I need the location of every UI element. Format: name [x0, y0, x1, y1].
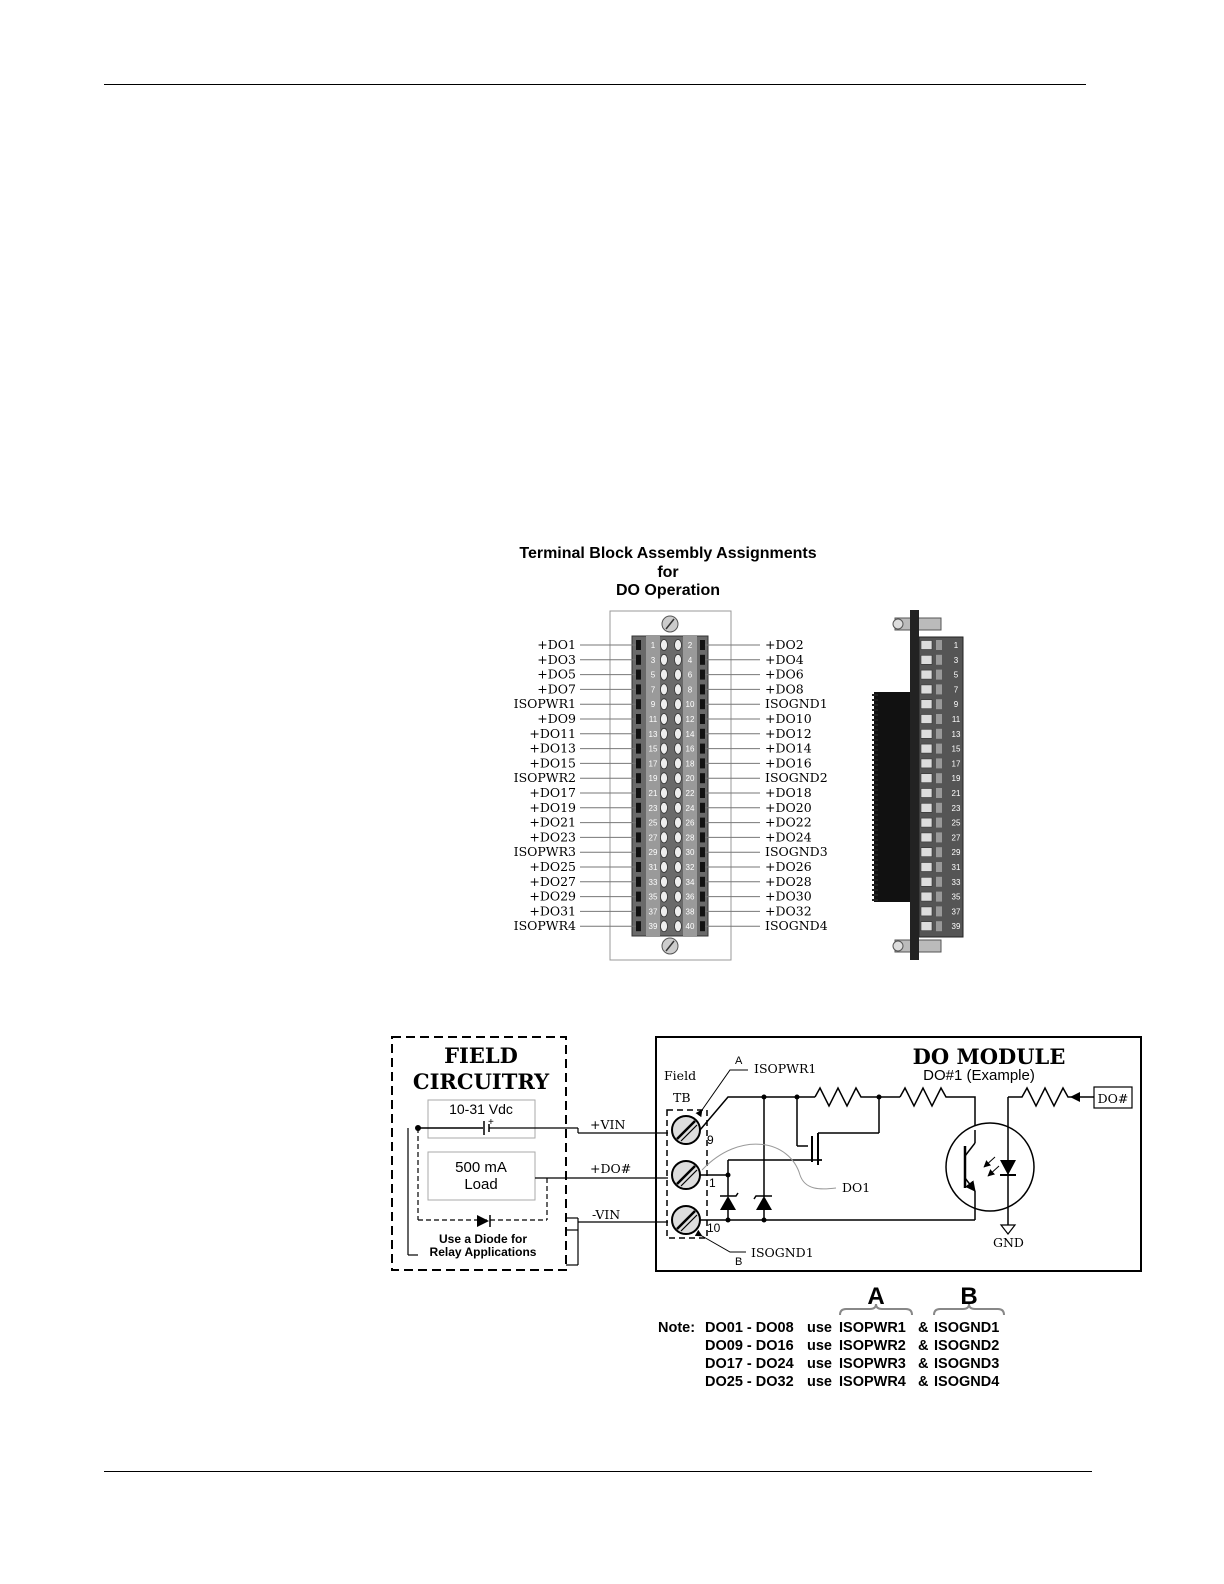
right-terminal-slot: [700, 847, 705, 857]
side-terminal-number: 25: [951, 818, 961, 828]
right-terminal-number: 18: [685, 759, 695, 769]
terminal-screw: [661, 773, 668, 784]
right-terminal-slot: [700, 684, 705, 694]
note-col-b: B: [960, 1283, 978, 1310]
side-terminal-number: 39: [951, 922, 961, 932]
terminal-screw: [675, 773, 682, 784]
side-terminal-slot: [921, 759, 932, 768]
right-terminal-number: 26: [685, 818, 695, 828]
right-terminal-label: ISOGND3: [765, 844, 828, 860]
note-use: use: [807, 1356, 832, 1372]
note-row: [705, 1356, 999, 1372]
field-circuitry: [392, 1037, 668, 1270]
side-terminal-slot: [921, 729, 932, 738]
terminal-screw: [675, 921, 682, 932]
terminal-screw-10: [672, 1206, 700, 1234]
note-row: [705, 1338, 999, 1354]
terminal-screw: [661, 654, 668, 665]
do1-label: DO1: [842, 1180, 871, 1195]
note-prefix: Note:: [658, 1320, 696, 1336]
terminal-screw: [675, 684, 682, 695]
note-amp: &: [918, 1320, 929, 1336]
right-terminal-number: 4: [687, 655, 693, 665]
left-terminal-slot: [636, 655, 641, 665]
terminal-screw: [675, 728, 682, 739]
side-terminal-slot: [921, 715, 932, 724]
vin-minus-label: -VIN: [592, 1207, 621, 1222]
right-terminal-number: 30: [685, 848, 695, 858]
isopwr1-label: ISOPWR1: [754, 1061, 817, 1076]
left-terminal-number: 15: [648, 744, 658, 754]
left-terminal-slot: [636, 862, 641, 872]
note-isognd: ISOGND4: [934, 1374, 1000, 1390]
right-terminal-number: 12: [685, 715, 695, 724]
left-terminal-label: ISOPWR1: [513, 696, 576, 712]
terminal-screw: [675, 758, 682, 769]
left-terminal-label: +DO17: [529, 785, 576, 800]
right-terminal-number: 22: [685, 789, 695, 798]
module-title: DO MODULE: [912, 1044, 1066, 1069]
left-terminal-number: 29: [648, 848, 658, 858]
note-isopwr: ISOPWR2: [839, 1338, 906, 1354]
left-terminal-number: 3: [650, 655, 656, 665]
left-terminal-label: ISOPWR4: [513, 918, 576, 934]
right-terminal-label: +DO26: [765, 859, 812, 874]
right-terminal-number: 28: [685, 833, 695, 843]
gnd-label: GND: [993, 1235, 1024, 1250]
terminal-screw: [675, 832, 682, 843]
side-terminal-tab: [936, 758, 942, 768]
side-terminal-slot: [921, 877, 932, 886]
side-terminal-tab: [936, 921, 942, 931]
side-terminal-tab: [936, 788, 942, 798]
left-terminal-number: 5: [650, 670, 656, 680]
side-terminal-slot: [921, 833, 932, 842]
left-terminal-number: 35: [648, 892, 658, 902]
diode-note-2: Relay Applications: [429, 1245, 537, 1259]
note-amp: &: [918, 1338, 929, 1354]
left-terminal-slot: [636, 684, 641, 694]
left-terminal-slot: [636, 877, 641, 887]
do-hash-label: +DO#: [590, 1161, 632, 1176]
side-terminal-number: 9: [953, 700, 959, 710]
right-terminal-number: 32: [685, 863, 695, 872]
side-terminal-tab: [936, 818, 942, 828]
right-terminal-label: +DO8: [765, 681, 804, 697]
right-terminal-label: +DO20: [765, 799, 812, 815]
side-terminal-slot: [921, 685, 932, 694]
terminal-9-label: 9: [707, 1133, 714, 1147]
left-terminal-label: +DO21: [529, 814, 576, 830]
left-terminal-label: ISOPWR2: [513, 770, 576, 786]
note-isopwr: ISOPWR1: [839, 1320, 906, 1336]
left-terminal-label: +DO11: [529, 725, 576, 741]
right-terminal-slot: [700, 832, 705, 842]
side-terminal-number: 27: [951, 833, 961, 843]
right-terminal-label: +DO12: [765, 725, 812, 741]
right-terminal-number: 34: [685, 877, 695, 887]
side-terminal-number: 3: [953, 655, 959, 665]
left-terminal-label: +DO13: [529, 740, 576, 756]
supply-voltage: 10-31 Vdc: [449, 1101, 513, 1117]
right-terminal-slot: [700, 729, 705, 739]
side-terminal-number: 11: [951, 715, 961, 724]
side-terminal-slot: [921, 848, 932, 857]
right-terminal-slot: [700, 862, 705, 872]
side-terminal-tab: [936, 729, 942, 739]
side-terminal-number: 17: [951, 759, 961, 769]
terminal-screw: [661, 669, 668, 680]
right-terminal-number: 14: [685, 729, 695, 739]
side-terminal-number: 21: [951, 789, 961, 798]
left-terminal-label: +DO15: [529, 755, 576, 771]
do-module: [656, 1037, 1141, 1271]
side-terminal-number: 1: [953, 641, 959, 650]
side-terminal-tab: [936, 699, 942, 709]
terminal-screw: [661, 802, 668, 813]
terminal-screw: [661, 743, 668, 754]
optocoupler: [946, 1097, 1034, 1220]
right-terminal-number: 6: [687, 670, 693, 680]
note-block: [658, 1283, 1004, 1390]
right-terminal-number: 2: [687, 641, 693, 650]
side-terminal-number: 29: [951, 848, 961, 858]
side-terminal-slot: [921, 922, 932, 931]
side-terminal-tab: [936, 655, 942, 665]
right-terminal-slot: [700, 699, 705, 709]
note-range: DO17 - DO24: [705, 1356, 794, 1372]
load-label-2: Load: [464, 1176, 498, 1193]
right-terminal-number: 10: [685, 700, 695, 710]
side-terminal-slot: [921, 892, 932, 901]
load-label-1: 500 mA: [455, 1159, 507, 1176]
right-terminal-label: +DO14: [765, 740, 812, 756]
terminal-screw: [675, 802, 682, 813]
left-terminal-slot: [636, 758, 641, 768]
side-terminal-tab: [936, 877, 942, 887]
terminal-screw-1: [672, 1161, 700, 1189]
right-terminal-slot: [700, 758, 705, 768]
side-terminal-tab: [936, 744, 942, 754]
marker-a: A: [735, 1055, 743, 1067]
left-terminal-number: 27: [648, 833, 658, 843]
left-terminal-slot: [636, 832, 641, 842]
left-terminal-label: +DO7: [537, 681, 576, 697]
terminal-screw: [675, 699, 682, 710]
right-terminal-label: +DO4: [765, 651, 804, 667]
terminal-screw: [661, 847, 668, 858]
side-terminal-tab: [936, 847, 942, 857]
note-col-a: A: [867, 1283, 885, 1310]
side-terminal-number: 23: [951, 803, 961, 813]
terminal-screw: [661, 788, 668, 799]
right-terminal-slot: [700, 670, 705, 680]
terminal-screw: [661, 906, 668, 917]
side-terminal-slot: [921, 641, 932, 650]
left-terminal-slot: [636, 921, 641, 931]
note-range: DO01 - DO08: [705, 1320, 794, 1336]
right-terminal-label: ISOGND2: [765, 770, 828, 786]
right-terminal-number: 36: [685, 892, 695, 902]
terminal-screw: [675, 862, 682, 873]
left-terminal-number: 21: [648, 789, 658, 798]
terminal-10-label: 10: [707, 1221, 721, 1235]
left-terminal-slot: [636, 788, 641, 798]
do-hash-box: DO#: [1097, 1091, 1129, 1106]
terminal-screw: [675, 906, 682, 917]
side-terminal-tab: [936, 773, 942, 783]
terminal-1-label: 1: [709, 1176, 716, 1190]
right-terminal-number: 16: [685, 744, 695, 754]
figure-subtitle: DO Operation: [615, 582, 721, 599]
right-terminal-label: +DO16: [765, 755, 812, 771]
terminal-screw: [675, 669, 682, 680]
field-title-2: CIRCUITRY: [412, 1069, 550, 1094]
note-amp: &: [918, 1356, 929, 1372]
figure-title-for: for: [657, 564, 679, 581]
side-terminal-number: 5: [953, 670, 959, 680]
right-terminal-slot: [700, 921, 705, 931]
right-terminal-label: ISOGND1: [765, 696, 828, 712]
terminal-screw: [661, 728, 668, 739]
left-terminal-slot: [636, 906, 641, 916]
note-isognd: ISOGND3: [934, 1356, 1000, 1372]
terminal-screw: [661, 758, 668, 769]
left-terminal-number: 9: [650, 700, 656, 710]
terminal-screw: [661, 640, 668, 651]
isognd1-label: ISOGND1: [751, 1245, 814, 1260]
left-terminal-slot: [636, 773, 641, 783]
note-isopwr: ISOPWR4: [839, 1374, 906, 1390]
left-terminal-number: 19: [648, 774, 658, 784]
left-terminal-label: +DO5: [537, 666, 576, 682]
right-terminal-label: +DO28: [765, 873, 812, 889]
left-terminal-label: +DO31: [529, 903, 576, 919]
left-terminal-label: +DO1: [537, 637, 576, 652]
terminal-screw: [661, 891, 668, 902]
right-terminal-slot: [700, 892, 705, 902]
left-terminal-slot: [636, 670, 641, 680]
left-terminal-label: ISOPWR3: [513, 844, 576, 860]
right-terminal-number: 24: [685, 803, 695, 813]
right-terminal-number: 20: [685, 774, 695, 784]
left-terminal-slot: [636, 818, 641, 828]
left-terminal-slot: [636, 640, 641, 650]
right-terminal-slot: [700, 803, 705, 813]
side-terminal-tab: [936, 714, 942, 724]
marker-b: B: [735, 1256, 743, 1268]
side-terminal-number: 19: [951, 774, 961, 784]
vin-plus-label: +VIN: [590, 1117, 626, 1132]
side-terminal-slot: [921, 700, 932, 709]
left-terminal-number: 31: [648, 863, 658, 872]
right-terminal-slot: [700, 640, 705, 650]
left-terminal-slot: [636, 847, 641, 857]
terminal-screw: [675, 714, 682, 725]
terminal-screw: [675, 640, 682, 651]
side-terminal-slot: [921, 744, 932, 753]
right-terminal-label: +DO18: [765, 785, 812, 800]
side-terminal-tab: [936, 892, 942, 902]
right-terminal-number: 8: [687, 685, 693, 695]
terminal-screw: [661, 817, 668, 828]
side-terminal-number: 13: [951, 729, 961, 739]
right-terminal-slot: [700, 906, 705, 916]
right-terminal-label: ISOGND4: [765, 918, 828, 934]
side-terminal-number: 33: [951, 877, 961, 887]
left-terminal-number: 39: [648, 922, 658, 932]
figure-title: Terminal Block Assembly Assignments: [519, 545, 817, 562]
left-terminal-number: 23: [648, 803, 658, 813]
side-terminal-number: 15: [951, 744, 961, 754]
right-terminal-slot: [700, 877, 705, 887]
note-isognd: ISOGND2: [934, 1338, 1000, 1354]
terminal-screw: [675, 654, 682, 665]
note-use: use: [807, 1320, 832, 1336]
left-terminal-slot: [636, 729, 641, 739]
right-terminal-slot: [700, 788, 705, 798]
right-terminal-slot: [700, 773, 705, 783]
note-use: use: [807, 1374, 832, 1390]
right-terminal-slot: [700, 714, 705, 724]
terminal-block-front: [610, 611, 731, 960]
terminal-block-side: [874, 610, 963, 960]
right-terminal-slot: [700, 744, 705, 754]
right-terminal-label: +DO24: [765, 829, 812, 845]
side-terminal-slot: [921, 818, 932, 827]
left-terminal-number: 37: [648, 907, 658, 917]
note-use: use: [807, 1338, 832, 1354]
side-terminal-tab: [936, 862, 942, 872]
right-terminal-label: +DO10: [765, 711, 812, 726]
side-terminal-slot: [921, 655, 932, 664]
diode-note-1: Use a Diode for: [438, 1232, 528, 1246]
side-terminal-number: 7: [953, 685, 959, 695]
terminal-screw-9: [672, 1116, 700, 1144]
terminal-screw: [675, 876, 682, 887]
side-terminal-number: 37: [951, 907, 961, 917]
right-terminal-label: +DO2: [765, 637, 804, 652]
terminal-screw: [675, 817, 682, 828]
left-terminal-label: +DO29: [529, 888, 576, 904]
side-terminal-number: 35: [951, 892, 961, 902]
side-terminal-tab: [936, 906, 942, 916]
left-terminal-slot: [636, 803, 641, 813]
note-isopwr: ISOPWR3: [839, 1356, 906, 1372]
terminal-screw: [661, 921, 668, 932]
side-terminal-slot: [921, 670, 932, 679]
module-subtitle: DO#1 (Example): [923, 1067, 1035, 1084]
right-terminal-number: 38: [685, 907, 695, 917]
left-terminal-slot: [636, 744, 641, 754]
note-range: DO09 - DO16: [705, 1338, 794, 1354]
left-terminal-label: +DO23: [529, 829, 576, 845]
terminal-screw: [661, 699, 668, 710]
left-terminal-slot: [636, 714, 641, 724]
left-terminal-number: 1: [650, 641, 656, 650]
right-terminal-slot: [700, 818, 705, 828]
side-terminal-slot: [921, 907, 932, 916]
left-terminal-label: +DO3: [537, 651, 576, 667]
right-terminal-number: 40: [685, 922, 695, 932]
side-terminal-tab: [936, 670, 942, 680]
terminal-screw: [675, 847, 682, 858]
right-terminal-label: +DO6: [765, 666, 804, 682]
terminal-screw: [661, 684, 668, 695]
terminal-screw: [675, 891, 682, 902]
terminal-screw: [661, 862, 668, 873]
side-terminal-slot: [921, 803, 932, 812]
side-terminal-slot: [921, 774, 932, 783]
left-terminal-number: 7: [650, 685, 656, 695]
note-range: DO25 - DO32: [705, 1374, 794, 1390]
left-terminal-number: 11: [648, 715, 658, 724]
field-tb-1: Field: [664, 1068, 697, 1083]
left-terminal-label: +DO25: [529, 859, 576, 874]
note-row: [705, 1374, 999, 1390]
terminal-screw: [661, 876, 668, 887]
terminal-screw: [661, 714, 668, 725]
left-terminal-label: +DO9: [537, 711, 576, 726]
left-terminal-number: 13: [648, 729, 658, 739]
right-terminal-label: +DO30: [765, 888, 812, 904]
left-terminal-slot: [636, 699, 641, 709]
left-terminal-label: +DO19: [529, 799, 576, 815]
terminal-screw: [675, 743, 682, 754]
note-row: [705, 1320, 999, 1336]
note-amp: &: [918, 1374, 929, 1390]
left-terminal-number: 33: [648, 877, 658, 887]
terminal-screw: [661, 832, 668, 843]
note-isognd: ISOGND1: [934, 1320, 1000, 1336]
side-terminal-slot: [921, 863, 932, 872]
left-terminal-slot: [636, 892, 641, 902]
plus-sign: +: [488, 1117, 494, 1128]
side-terminal-tab: [936, 803, 942, 813]
field-tb-2: TB: [673, 1090, 691, 1105]
side-terminal-slot: [921, 789, 932, 798]
left-terminal-number: 17: [648, 759, 658, 769]
side-terminal-number: 31: [951, 863, 961, 872]
side-terminal-tab: [936, 640, 942, 650]
terminal-screw: [675, 788, 682, 799]
right-terminal-slot: [700, 655, 705, 665]
left-terminal-label: +DO27: [529, 873, 576, 889]
right-terminal-label: +DO32: [765, 903, 812, 919]
right-terminal-label: +DO22: [765, 814, 812, 830]
side-terminal-tab: [936, 832, 942, 842]
left-terminal-number: 25: [648, 818, 658, 828]
field-title-1: FIELD: [444, 1043, 518, 1068]
side-terminal-tab: [936, 684, 942, 694]
